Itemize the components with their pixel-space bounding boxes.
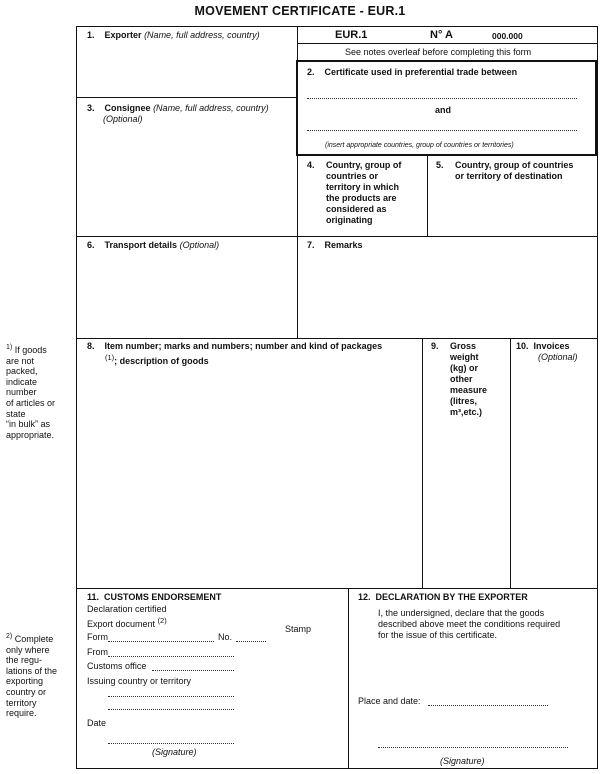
box-4-line: the products are — [326, 193, 397, 203]
box-10-label: Invoices — [533, 341, 570, 351]
footnote-1 — [6, 343, 72, 440]
footnote-line: “in bulk” as — [6, 419, 51, 430]
box-8-goods-description[interactable] — [87, 341, 417, 367]
customs-signature-label: (Signature) — [152, 747, 197, 757]
declaration-line: I, the undersigned, declare that the goods — [378, 608, 545, 618]
footnote-line: packed, — [6, 366, 38, 377]
box-8-line: Item number; marks and numbers; number and kind of packages — [104, 341, 383, 351]
customs-signature-field[interactable] — [108, 743, 234, 744]
footnote-line: Complete — [14, 634, 54, 644]
box-4-line: originating — [326, 215, 373, 225]
issuing-country-field-1[interactable] — [108, 696, 234, 697]
footnote-line: If goods — [14, 345, 47, 355]
no-field[interactable] — [236, 641, 266, 642]
footnote-line: appropriate. — [6, 429, 55, 440]
footnote-line: state — [6, 408, 26, 419]
footnote-line: lations of the — [6, 665, 58, 676]
box-9-gross-weight[interactable] — [450, 341, 508, 418]
box-6-optional: (Optional) — [179, 240, 220, 250]
box-8-number: 8. — [87, 341, 95, 351]
footnote-line: only where — [6, 644, 50, 655]
box-7-remarks[interactable] — [307, 240, 363, 251]
customs-office-label: Customs office — [87, 661, 147, 671]
customs-office-field[interactable] — [152, 670, 234, 671]
box-5-destination-country[interactable] — [455, 160, 597, 182]
box-3-number: 3. — [87, 103, 95, 113]
box-9-line: m³,etc.) — [450, 407, 483, 417]
box-10-invoices[interactable] — [516, 341, 570, 352]
footnote-line: territory — [6, 697, 37, 708]
declaration-text — [378, 608, 560, 641]
form-code: EUR.1 — [335, 29, 368, 41]
footnote-1-mark: 1) — [6, 344, 13, 351]
box-8-line: ; description of goods — [114, 356, 209, 366]
form-title: MOVEMENT CERTIFICATE - EUR.1 — [194, 4, 406, 18]
box-3-consignee[interactable] — [87, 103, 269, 114]
box-11-label: CUSTOMS ENDORSEMENT — [104, 592, 222, 602]
box-2-hint: (insert appropriate countries, group of countries or territories) — [325, 142, 514, 149]
footnote-line: of articles or — [6, 397, 56, 408]
box-10-number: 10. — [516, 341, 529, 351]
place-date-field[interactable] — [428, 705, 548, 706]
box-4-origin-country[interactable] — [326, 160, 426, 226]
export-document — [87, 616, 167, 629]
notes-text: See notes overleaf before completing this form — [345, 47, 532, 57]
box-9-line: other — [450, 374, 473, 384]
footnote-line: are not — [6, 355, 35, 366]
box-10-optional: (Optional) — [538, 352, 578, 362]
no-label: No. — [218, 632, 233, 642]
box-12-label: DECLARATION BY THE EXPORTER — [375, 592, 528, 602]
box-9-number: 9. — [431, 341, 439, 351]
box-1-hint: (Name, full address, country) — [144, 30, 260, 40]
declaration-line: described above meet the conditions required — [378, 619, 561, 629]
box-6-label: Transport details — [104, 240, 178, 250]
box-5-number: 5. — [436, 160, 444, 170]
box-2-number: 2. — [307, 67, 315, 77]
issuing-country-field-2[interactable] — [108, 709, 234, 710]
box-3-optional: (Optional) — [103, 114, 143, 124]
box-2-country-line-1[interactable] — [307, 98, 577, 99]
stamp-label: Stamp — [285, 624, 312, 634]
box-11-number: 11. — [87, 592, 100, 602]
footnote-line: country or — [6, 686, 47, 697]
footnote-line: the regu- — [6, 655, 43, 666]
box-12-exporter-declaration — [358, 592, 528, 603]
box-8-footnote-ref: (1) — [105, 353, 115, 362]
form-field[interactable] — [108, 641, 214, 642]
place-date-label: Place and date: — [358, 696, 421, 706]
box-4-line: territory in which — [326, 182, 400, 192]
box-4-number: 4. — [307, 160, 315, 170]
box-1-exporter[interactable] — [87, 30, 260, 41]
exporter-signature-field[interactable] — [378, 747, 568, 748]
from-label: From — [87, 647, 108, 657]
export-document-label: Export document — [87, 619, 156, 629]
declaration-certified: Declaration certified — [87, 604, 167, 614]
box-2-label: Certificate used in preferential trade between — [324, 67, 518, 77]
box-12-number: 12. — [358, 592, 371, 602]
box-6-number: 6. — [87, 240, 95, 250]
date-label: Date — [87, 718, 107, 728]
footnote-line: number — [6, 387, 37, 398]
box-11-customs-endorsement — [87, 592, 221, 603]
box-1-number: 1. — [87, 30, 95, 40]
declaration-line: for the issue of this certificate. — [378, 630, 498, 640]
box-6-transport[interactable] — [87, 240, 219, 251]
form-label: Form — [87, 632, 108, 642]
box-5-line: Country, group of countries — [455, 160, 574, 170]
box-9-line: (kg) or — [450, 363, 478, 373]
box-3-label: Consignee — [104, 103, 151, 113]
exporter-signature-label: (Signature) — [440, 756, 485, 766]
issuing-country-label: Issuing country or territory — [87, 676, 192, 686]
box-4-line: considered as — [326, 204, 387, 214]
number-label: N° A — [430, 29, 453, 41]
box-2-and: and — [435, 105, 452, 115]
box-1-label: Exporter — [104, 30, 142, 40]
from-field[interactable] — [108, 656, 234, 657]
box-4-line: Country, group of — [326, 160, 402, 170]
box-2-country-line-2[interactable] — [307, 130, 577, 131]
box-3-hint: (Name, full address, country) — [153, 103, 269, 113]
box-4-line: countries or — [326, 171, 379, 181]
box-7-label: Remarks — [324, 240, 363, 250]
box-2-preferential-trade[interactable] — [307, 67, 517, 78]
footnote-2 — [6, 632, 72, 719]
footnote-line: require. — [6, 708, 37, 719]
box-5-line: or territory of destination — [455, 171, 563, 181]
box-9-line: weight — [450, 352, 479, 362]
footnote-line: indicate — [6, 376, 38, 387]
footnote-2-mark: 2) — [6, 633, 13, 640]
footnote-line: exporting — [6, 676, 44, 687]
export-document-footnote-ref: (2) — [157, 616, 167, 625]
box-7-number: 7. — [307, 240, 315, 250]
box-9-line: Gross — [450, 341, 477, 351]
serial-number: 000.000 — [492, 31, 523, 41]
box-9-line: measure — [450, 385, 488, 395]
box-9-line: (litres, — [450, 396, 478, 406]
